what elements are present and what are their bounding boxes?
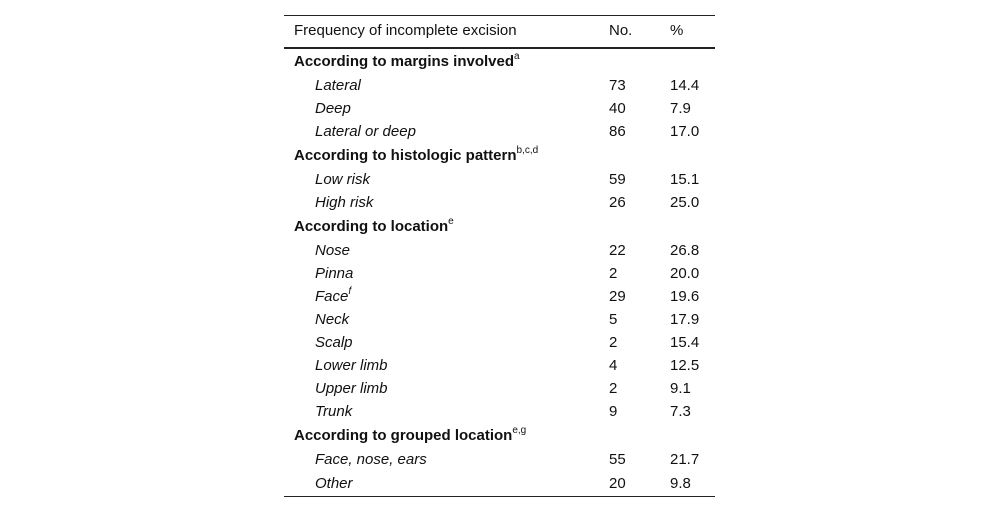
row-count: 2 bbox=[609, 264, 618, 282]
table-header bbox=[284, 16, 715, 49]
row-label: Upper limb bbox=[315, 379, 388, 397]
section-title-cell bbox=[284, 423, 609, 448]
table-row bbox=[284, 97, 715, 120]
row-label: Face bbox=[315, 287, 349, 305]
row-count: 2 bbox=[609, 333, 618, 351]
row-label: Lateral or deep bbox=[315, 122, 416, 140]
row-count: 73 bbox=[609, 76, 626, 94]
footnote-marker: b,c,d bbox=[516, 145, 539, 156]
row-label-cell bbox=[284, 74, 609, 97]
row-label: Low risk bbox=[315, 170, 371, 188]
row-percent: 9.1 bbox=[670, 379, 691, 397]
row-percent: 7.9 bbox=[670, 99, 691, 117]
row-label: Trunk bbox=[315, 402, 353, 420]
row-percent: 14.4 bbox=[670, 76, 700, 94]
table-row bbox=[284, 331, 715, 354]
row-count: 20 bbox=[609, 471, 670, 497]
empty-cell bbox=[609, 48, 670, 74]
table-row bbox=[284, 262, 715, 285]
row-label-cell bbox=[284, 354, 609, 377]
row-label-cell bbox=[284, 191, 609, 214]
data-table-container bbox=[284, 15, 715, 497]
empty-cell bbox=[670, 143, 715, 168]
row-count: 26 bbox=[609, 193, 626, 211]
row-label: Nose bbox=[315, 241, 351, 259]
section-row bbox=[284, 143, 715, 168]
row-percent: 15.4 bbox=[670, 333, 700, 351]
row-percent: 9.8 bbox=[670, 471, 715, 497]
section-title: According to margins involved bbox=[294, 53, 515, 70]
row-label-cell bbox=[284, 448, 609, 471]
table-row bbox=[284, 377, 715, 400]
row-percent: 26.8 bbox=[670, 241, 700, 259]
table-row bbox=[284, 308, 715, 331]
row-count: 40 bbox=[609, 99, 626, 117]
section-title: According to location bbox=[294, 218, 449, 235]
row-count: 5 bbox=[609, 310, 618, 328]
row-count: 22 bbox=[609, 241, 626, 259]
row-count: 86 bbox=[609, 122, 626, 140]
row-label-cell bbox=[284, 97, 609, 120]
header-percent: % bbox=[670, 16, 715, 49]
row-label-cell bbox=[284, 471, 609, 497]
header-count: No. bbox=[609, 16, 670, 49]
table-row bbox=[284, 448, 715, 471]
row-label-cell bbox=[284, 168, 609, 191]
row-label: Pinna bbox=[315, 264, 354, 282]
row-label: Lower limb bbox=[315, 356, 388, 374]
row-percent: 19.6 bbox=[670, 287, 700, 305]
table-row bbox=[284, 74, 715, 97]
row-percent: 15.1 bbox=[670, 170, 700, 188]
table-row bbox=[284, 191, 715, 214]
row-percent: 17.0 bbox=[670, 122, 700, 140]
table-row bbox=[284, 354, 715, 377]
footnote-marker: a bbox=[514, 51, 520, 62]
table-row bbox=[284, 400, 715, 423]
row-label: Deep bbox=[315, 99, 351, 117]
row-percent: 25.0 bbox=[670, 193, 700, 211]
header-row bbox=[284, 16, 715, 49]
empty-cell bbox=[670, 214, 715, 239]
empty-cell bbox=[609, 143, 670, 168]
row-label-cell bbox=[284, 120, 609, 143]
row-label-cell bbox=[284, 262, 609, 285]
table-row bbox=[284, 285, 715, 308]
table-row bbox=[284, 239, 715, 262]
row-label: Face, nose, ears bbox=[315, 450, 427, 468]
empty-cell bbox=[609, 423, 670, 448]
row-percent: 20.0 bbox=[670, 264, 700, 282]
section-title-cell bbox=[284, 214, 609, 239]
row-count: 4 bbox=[609, 356, 618, 374]
table-row bbox=[284, 120, 715, 143]
row-label-cell bbox=[284, 400, 609, 423]
row-label-cell bbox=[284, 377, 609, 400]
row-percent: 21.7 bbox=[670, 450, 700, 468]
row-count: 9 bbox=[609, 402, 618, 420]
section-title-cell bbox=[284, 143, 609, 168]
row-label: High risk bbox=[315, 193, 374, 211]
section-row bbox=[284, 48, 715, 74]
row-label-cell bbox=[284, 239, 609, 262]
incomplete-excision-table bbox=[284, 15, 715, 497]
section-title: According to grouped location bbox=[294, 427, 513, 444]
row-count: 59 bbox=[609, 170, 626, 188]
row-percent: 7.3 bbox=[670, 402, 691, 420]
section-row bbox=[284, 214, 715, 239]
row-label: Neck bbox=[315, 310, 350, 328]
empty-cell bbox=[670, 423, 715, 448]
header-frequency: Frequency of incomplete excision bbox=[284, 16, 609, 49]
empty-cell bbox=[670, 48, 715, 74]
row-count: 29 bbox=[609, 287, 626, 305]
table-row bbox=[284, 471, 715, 497]
table-body bbox=[284, 48, 715, 497]
row-label-cell bbox=[284, 308, 609, 331]
section-title: According to histologic pattern bbox=[294, 147, 517, 164]
table-row bbox=[284, 168, 715, 191]
section-title-cell bbox=[284, 48, 609, 74]
footnote-marker: e,g bbox=[512, 425, 527, 436]
row-count: 55 bbox=[609, 450, 626, 468]
row-label: Lateral bbox=[315, 76, 361, 94]
row-label-cell bbox=[284, 331, 609, 354]
section-row bbox=[284, 423, 715, 448]
row-percent: 12.5 bbox=[670, 356, 700, 374]
empty-cell bbox=[609, 214, 670, 239]
footnote-marker: f bbox=[348, 285, 352, 297]
row-label: Scalp bbox=[315, 333, 353, 351]
footnote-marker: e bbox=[448, 216, 454, 227]
row-percent: 17.9 bbox=[670, 310, 700, 328]
row-label-cell bbox=[284, 285, 609, 308]
row-count: 2 bbox=[609, 379, 618, 397]
row-label: Other bbox=[315, 474, 353, 492]
